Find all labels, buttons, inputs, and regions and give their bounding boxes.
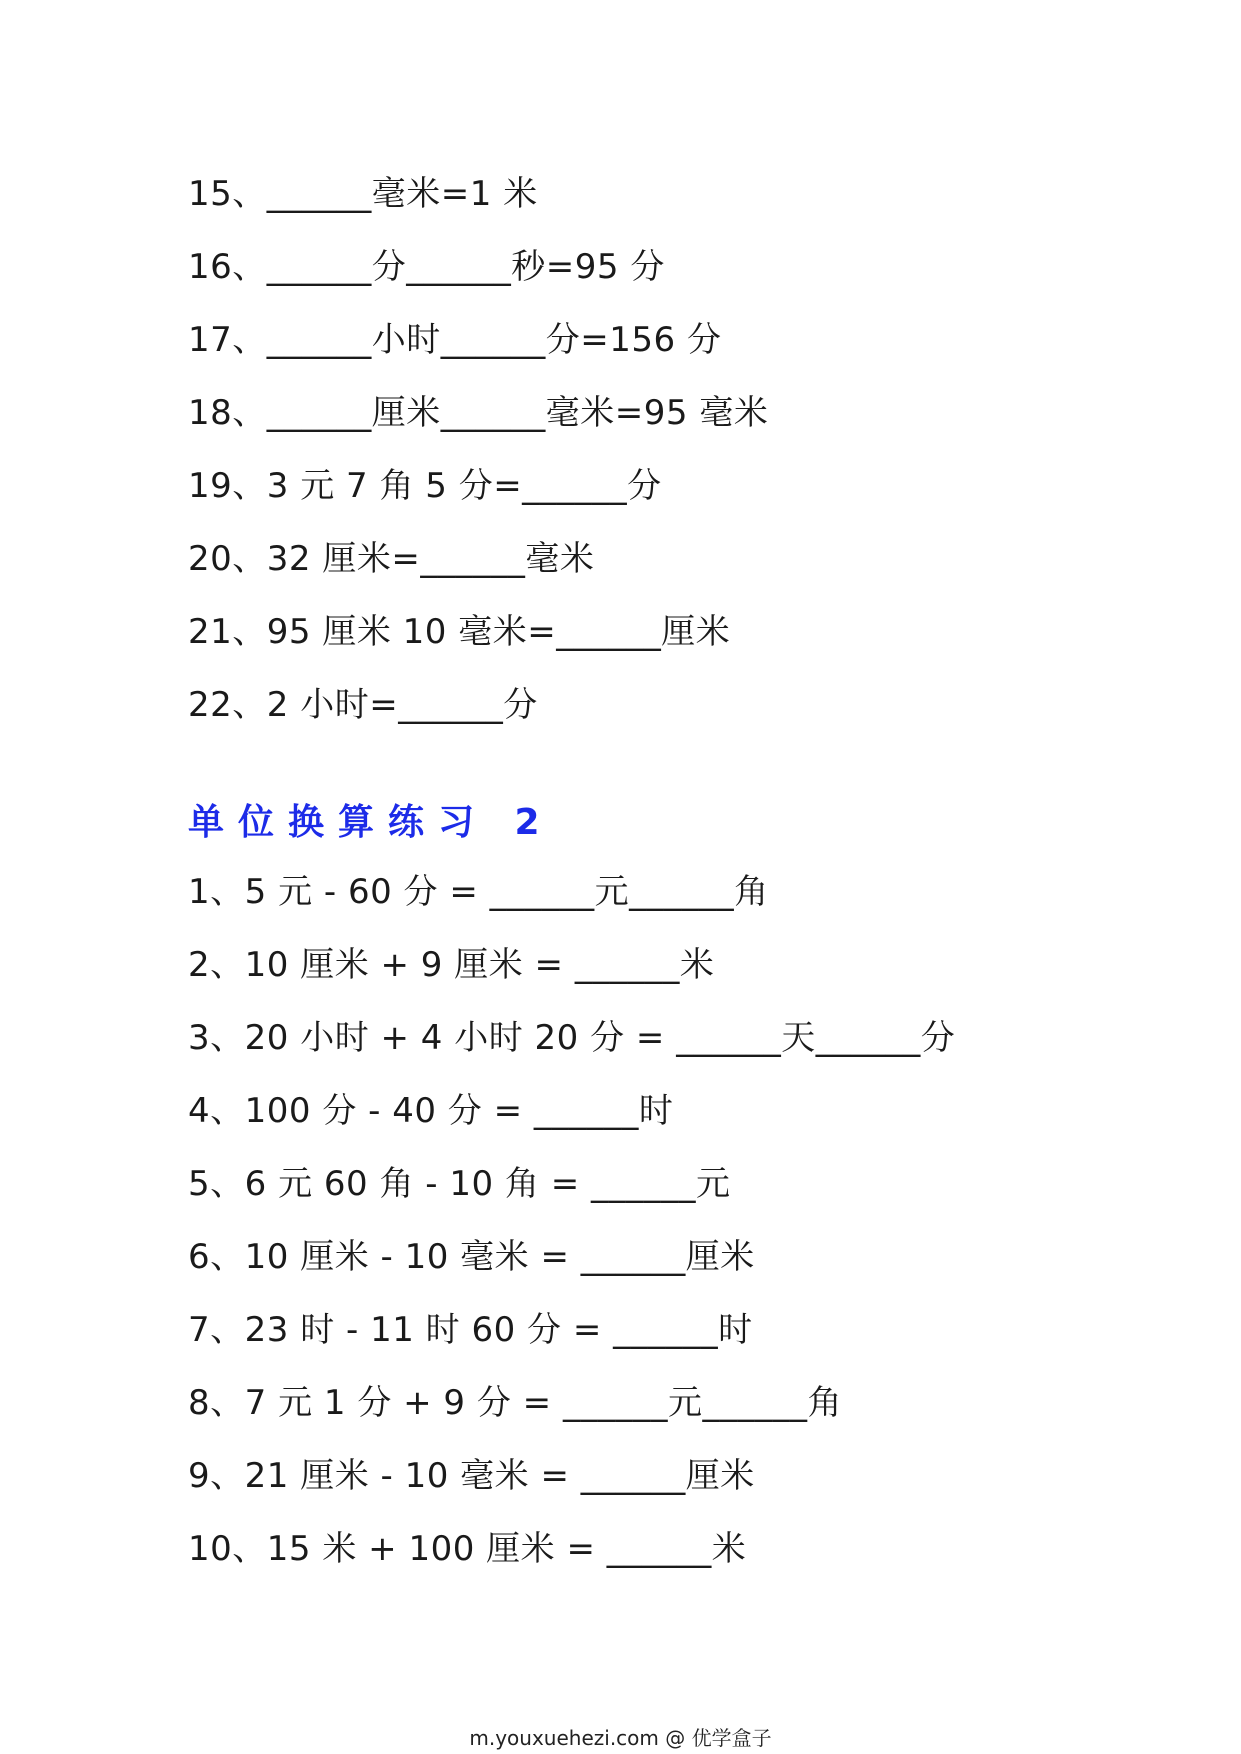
problem-item: 16、______分______秒=95 分 <box>188 247 665 287</box>
problem-item: 3、20 小时 + 4 小时 20 分 = ______天______分 <box>188 1018 956 1058</box>
problem-list-part2 <box>188 856 1088 1586</box>
problem-item: 18、______厘米______毫米=95 毫米 <box>188 393 769 433</box>
problem-item: 21、95 厘米 10 毫米=______厘米 <box>188 612 731 652</box>
problem-item: 19、3 元 7 角 5 分=______分 <box>188 466 662 506</box>
section-title: 单位换算练习 2 <box>188 802 554 843</box>
problem-item: 9、21 厘米 - 10 毫米 = ______厘米 <box>188 1456 755 1496</box>
problem-item: 22、2 小时=______分 <box>188 685 538 725</box>
problem-item: 1、5 元 - 60 分 = ______元______角 <box>188 872 769 912</box>
problem-item: 2、10 厘米 + 9 厘米 = ______米 <box>188 945 715 985</box>
problem-item: 10、15 米 + 100 厘米 = ______米 <box>188 1529 747 1569</box>
problem-item: 20、32 厘米=______毫米 <box>188 539 595 579</box>
problem-list-part1 <box>188 158 1088 742</box>
footer-watermark: m.youxuehezi.com @ 优学盒子 <box>469 1726 772 1750</box>
problem-item: 5、6 元 60 角 - 10 角 = ______元 <box>188 1164 731 1204</box>
problem-item: 8、7 元 1 分 + 9 分 = ______元______角 <box>188 1383 842 1423</box>
problem-item: 15、______毫米=1 米 <box>188 174 538 214</box>
problem-item: 4、100 分 - 40 分 = ______时 <box>188 1091 674 1131</box>
problem-item: 17、______小时______分=156 分 <box>188 320 722 360</box>
problem-item: 7、23 时 - 11 时 60 分 = ______时 <box>188 1310 753 1350</box>
problem-item: 6、10 厘米 - 10 毫米 = ______厘米 <box>188 1237 755 1277</box>
